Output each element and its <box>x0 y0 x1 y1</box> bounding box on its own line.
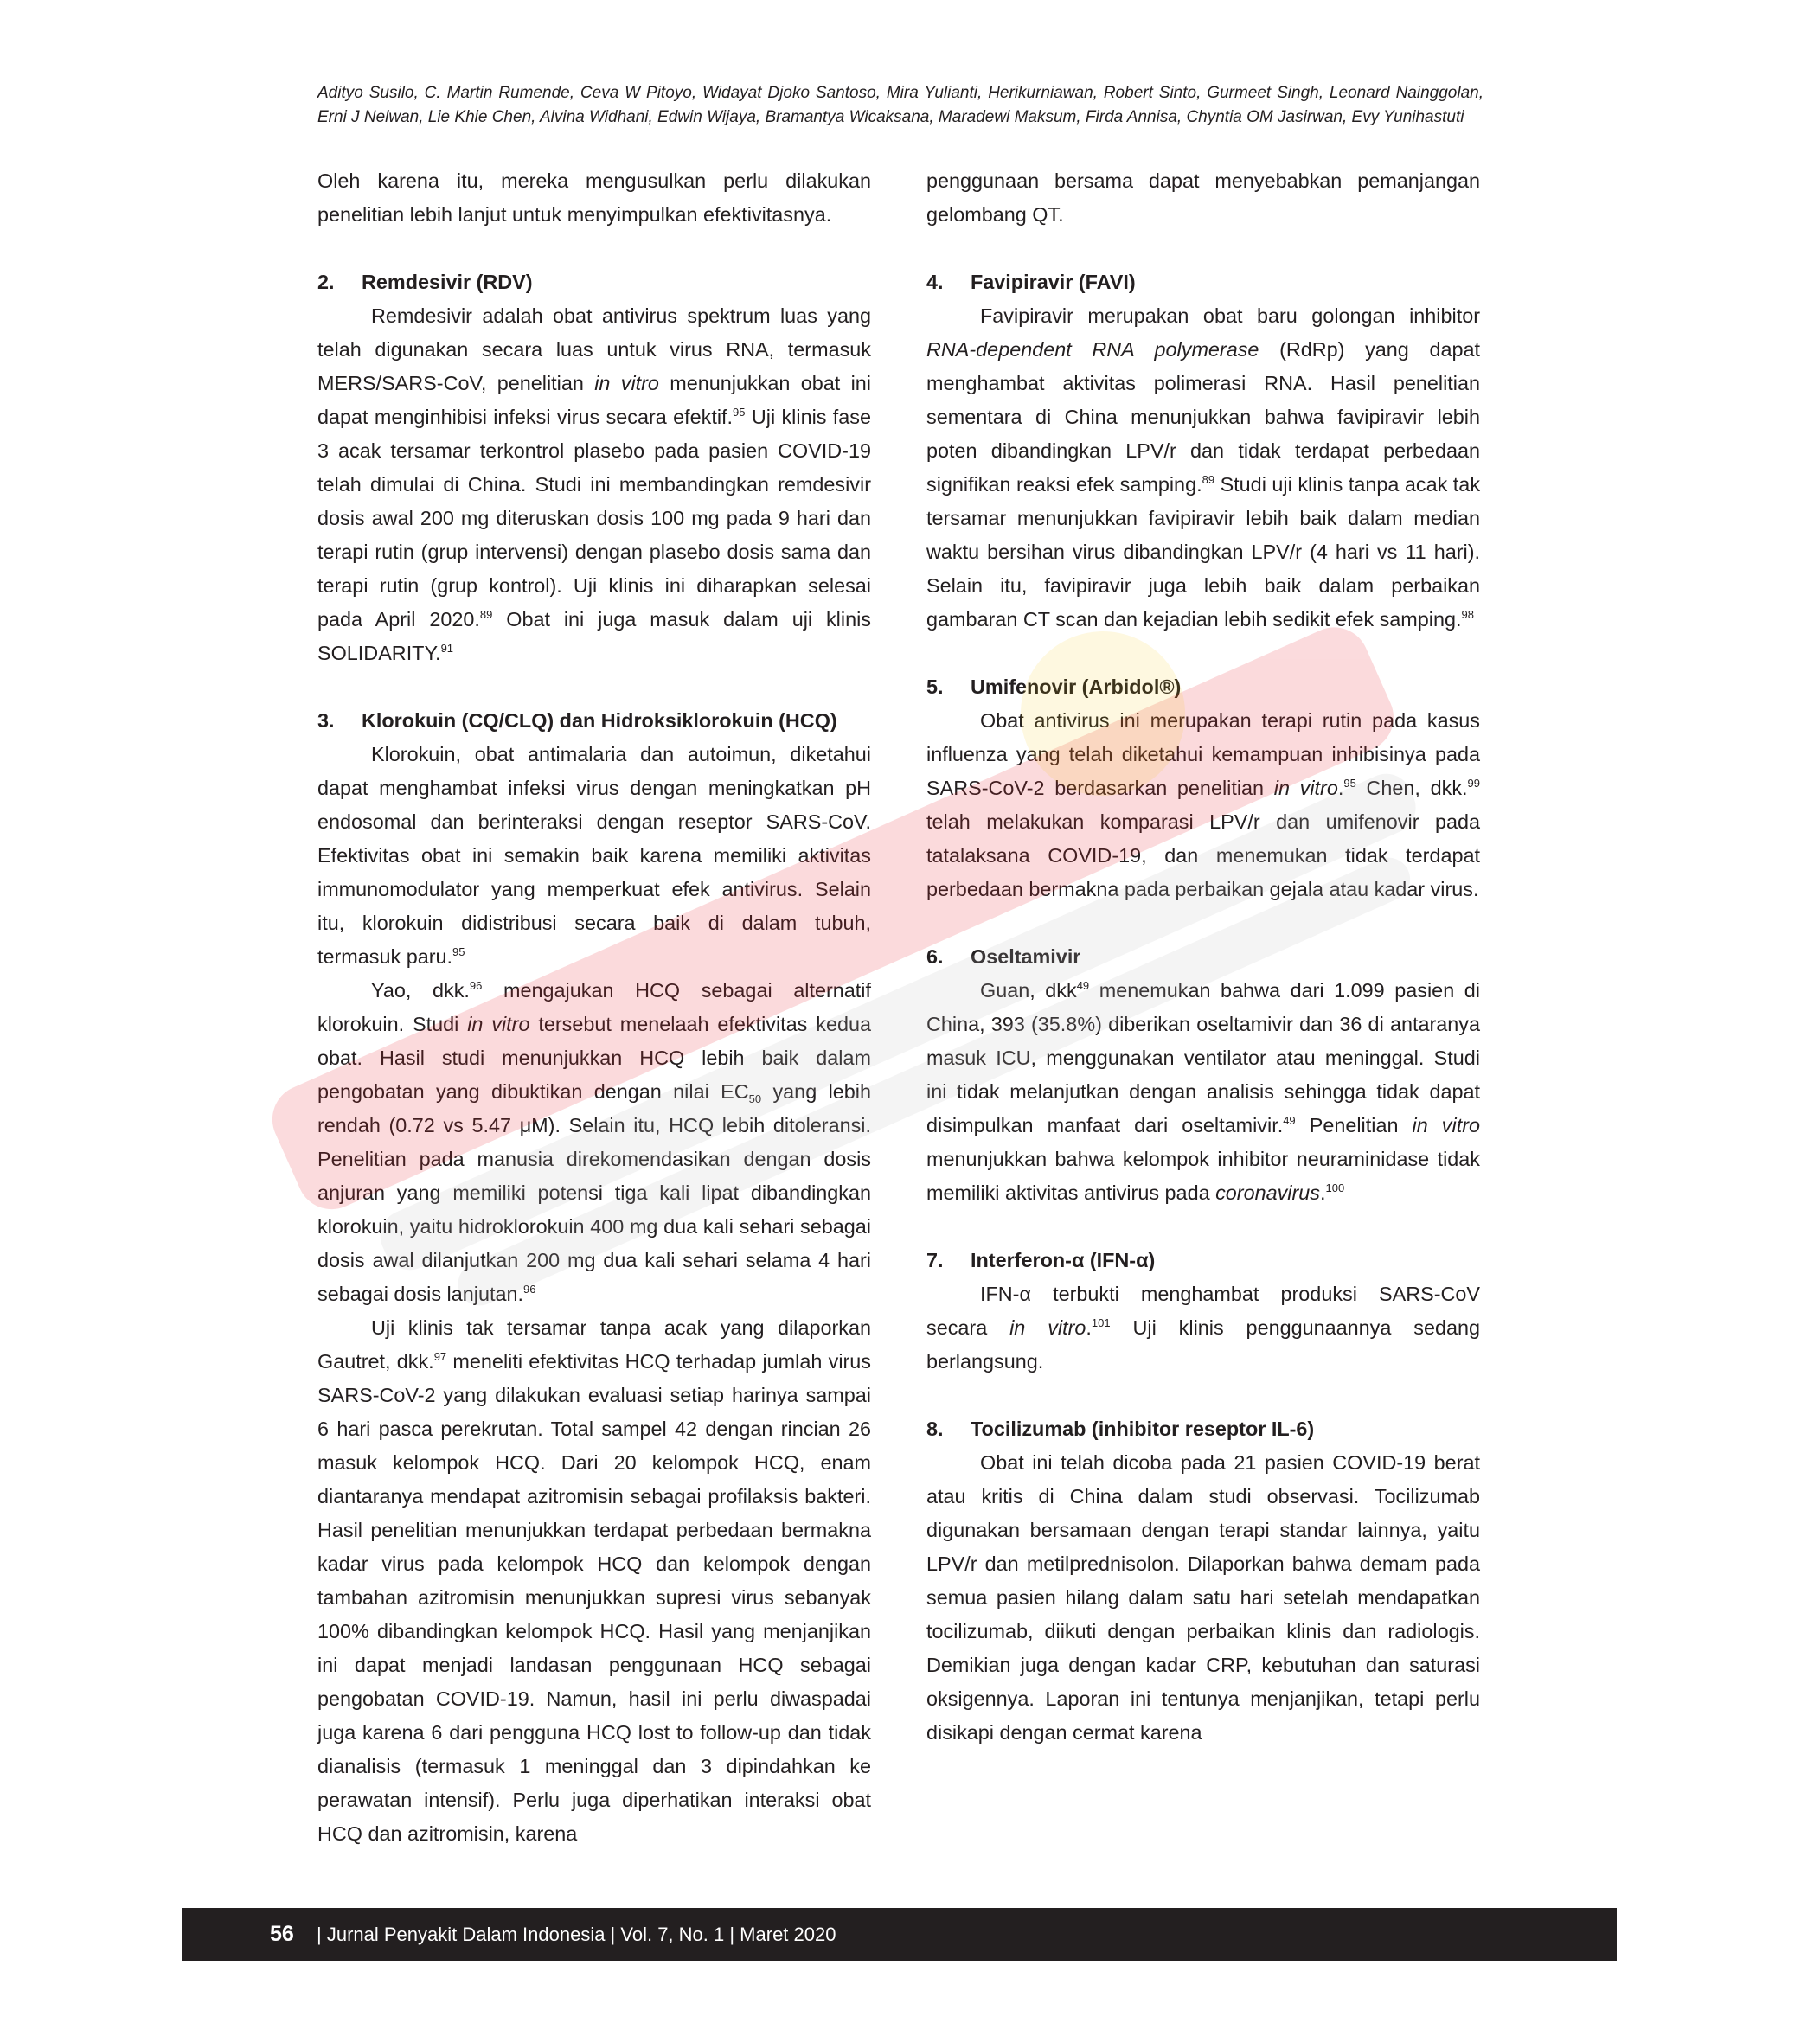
citation: 100 <box>1325 1181 1345 1194</box>
paragraph-interferon: IFN-α terbukti menghambat produksi SARS-CoV secara in vitro.$^{101}$ Uji klinis penggunaannya sedang berlangsung. <box>926 1283 1480 1373</box>
section-heading-klorokuin <box>317 704 871 738</box>
section-heading-remdesivir <box>317 266 871 299</box>
right-intro-paragraph: penggunaan bersama dapat menyebabkan pemanjangan gelombang QT. <box>926 170 1480 226</box>
journal-citation: | Jurnal Penyakit Dalam Indonesia | Vol. 7, No. 1 | Maret 2020 <box>317 1924 836 1945</box>
citation: 95 <box>733 406 746 419</box>
paragraph-klorokuin-2: Yao, dkk.$^{96}$ mengajukan HCQ sebagai alternatif klorokuin. Studi in vitro tersebut menelaah efektivitas kedua obat. Hasil studi menunjukkan HCQ lebih baik dalam pengobatan yang dibuktikan dengan nilai $EC_{50}$ yang lebih rendah (0.72 vs 5.47 μM). Selain itu, HCQ lebih ditoleransi. Penelitian pada manusia direkomendasikan dengan dosis anjuran yang memiliki potensi tiga kali lipat dibandingkan klorokuin, yaitu hidroklorokuin 400 mg dua kali sehari sebagai dosis awal dilanjutkan 200 mg dua kali sehari selama 4 hari sebagai dosis lanjutan.$^{96}$ <box>317 979 872 1305</box>
section-title: Favipiravir (FAVI) <box>971 271 1136 293</box>
citation: 98 <box>1461 608 1474 621</box>
citation: 99 <box>1467 777 1480 790</box>
citation: 101 <box>1091 1316 1111 1329</box>
paragraph-umifenovir: Obat antivirus ini merupakan terapi rutin pada kasus influenza yang telah diketahui kemampuan inhibisinya pada SARS-CoV-2 berdasarkan penelitian in vitro.$^{95}$ Chen, dkk.$^{99}$ telah melakukan komparasi LPV/r dan umifenovir pada tatalaksana COVID-19, dan menemukan tidak terdapat perbedaan bermakna pada perbaikan gejala atau kadar virus. <box>926 709 1480 900</box>
citation: 89 <box>1202 473 1215 486</box>
citation: 96 <box>522 1283 536 1296</box>
left-column <box>317 164 871 1851</box>
paragraph-oseltamivir: Guan, dkk$^{49}$ menemukan bahwa dari 1.099 pasien di China, 393 (35.8%) diberikan oseltamivir dan 36 di antaranya masuk ICU, menggunakan ventilator atau meninggal. Studi ini tidak melanjutkan dengan analisis sehingga tidak dapat disimpulkan manfaat dari oseltamivir.$^{49}$ Penelitian in vitro menunjukkan bahwa kelompok inhibitor neuraminidase tidak memiliki aktivitas antivirus pada coronavirus.$^{100}$ <box>926 979 1480 1204</box>
author-list: Adityo Susilo, C. Martin Rumende, Ceva W Pitoyo, Widayat Djoko Santoso, Mira Yulianti, Herikurniawan, Robert Sinto, Gurmeet Singh, Leonard Nainggolan, Erni J Nelwan, Lie Khie Chen, Alvina Widhani, Edwin Wijaya, Bramantya Wicaksana, Maradewi Maksum, Firda Annisa, Chyntia OM Jasirwan, Evy Yunihastuti <box>317 84 1484 126</box>
section-title: Umifenovir (Arbidol®) <box>971 675 1182 698</box>
section-title: Klorokuin (CQ/CLQ) dan Hidroksiklorokuin (HCQ) <box>362 709 837 732</box>
page-number: 56 <box>270 1922 294 1946</box>
right-column <box>926 164 1480 1750</box>
section-heading-oseltamivir <box>926 940 1480 974</box>
section-number: 8. <box>926 1418 944 1440</box>
citation: 49 <box>1283 1114 1296 1127</box>
citation: 95 <box>452 945 465 958</box>
citation: 95 <box>1343 777 1356 790</box>
paragraph-favipiravir: Favipiravir merupakan obat baru golongan inhibitor RNA-dependent RNA polymerase (RdRp) yang dapat menghambat aktivitas polimerasi RNA. Hasil penelitian sementara di China menunjukkan bahwa favipiravir lebih poten dibandingkan LPV/r dan tidak terdapat perbedaan signifikan reaksi efek samping.$^{89}$ Studi uji klinis tanpa acak tak tersamar menunjukkan favipiravir lebih baik dalam median waktu bersihan virus dibandingkan LPV/r (4 hari vs 11 hari). Selain itu, favipiravir juga lebih baik dalam perbaikan gambaran CT scan dan kejadian lebih sedikit efek samping.$^{98}$ <box>926 304 1481 631</box>
paragraph-tocilizumab: Obat ini telah dicoba pada 21 pasien COVID-19 berat atau kritis di China dalam studi observasi. Tocilizumab digunakan bersamaan dengan terapi standar lainnya, yaitu LPV/r dan metilprednisolon. Dilaporkan bahwa demam pada semua pasien hilang dalam satu hari setelah mendapatkan tocilizumab, diikuti dengan perbaikan klinis dan radiologis. Demikian juga dengan kadar CRP, kebutuhan dan saturasi oksigennya. Laporan ini tentunya menjanjikan, tetapi perlu disikapi dengan cermat karena <box>926 1451 1480 1744</box>
section-number: 7. <box>926 1249 944 1271</box>
paragraph-remdesivir: Remdesivir adalah obat antivirus spektrum luas yang telah digunakan secara luas untuk virus RNA, termasuk MERS/SARS-CoV, penelitian in vitro menunjukkan obat ini dapat menginhibisi infeksi virus secara efektif.$^{95}$ Uji klinis fase 3 acak tersamar terkontrol plasebo pada pasien COVID-19 telah dimulai di China. Studi ini membandingkan remdesivir dosis awal 200 mg diteruskan dosis 100 mg pada 9 hari dan terapi rutin (grup intervensi) dengan plasebo dosis sama dan terapi rutin (grup kontrol). Uji klinis ini diharapkan selesai pada April 2020.89 Obat ini juga masuk dalam uji klinis SOLIDARITY.$^{91}$ <box>317 304 872 664</box>
section-number: 6. <box>926 945 944 968</box>
paragraph-klorokuin-1: Klorokuin, obat antimalaria dan autoimun, diketahui dapat menghambat infeksi virus dengan meningkatkan pH endosomal dan berinteraksi dengan reseptor SARS-CoV. Efektivitas obat ini semakin baik karena memiliki aktivitas immunomodulator yang memperkuat efek antivirus. Selain itu, klorokuin didistribusi secara baik di dalam tubuh, termasuk paru.$^{95}$ <box>317 743 871 968</box>
section-title: Oseltamivir <box>971 945 1081 968</box>
citation: 91 <box>440 642 454 655</box>
section-title: Remdesivir (RDV) <box>362 271 533 293</box>
citation: 96 <box>469 979 483 992</box>
section-heading-favipiravir <box>926 266 1480 299</box>
section-title: Tocilizumab (inhibitor reseptor IL-6) <box>971 1418 1315 1440</box>
section-number: 3. <box>317 709 335 732</box>
citation: 49 <box>1076 979 1090 992</box>
left-intro-paragraph: Oleh karena itu, mereka mengusulkan perlu dilakukan penelitian lebih lanjut untuk menyimpulkan efektivitasnya. <box>317 170 871 226</box>
section-heading-interferon <box>926 1244 1480 1277</box>
citation: 97 <box>433 1350 447 1363</box>
section-title: Interferon-α (IFN-α) <box>971 1249 1156 1271</box>
section-number: 4. <box>926 271 944 293</box>
section-number: 5. <box>926 675 944 698</box>
section-number: 2. <box>317 271 335 293</box>
subscript: 50 <box>748 1092 762 1105</box>
section-heading-umifenovir <box>926 670 1480 704</box>
paragraph-klorokuin-3: Uji klinis tak tersamar tanpa acak yang dilaporkan Gautret, dkk.$^{97}$ meneliti efektivitas HCQ terhadap jumlah virus SARS-CoV-2 yang dilakukan evaluasi setiap harinya sampai 6 hari pasca perekrutan. Total sampel 42 dengan rincian 26 masuk kelompok HCQ. Dari 20 kelompok HCQ, enam diantaranya mendapat azitromisin sebagai profilaksis bakteri. Hasil penelitian menunjukkan terdapat perbedaan bermakna kadar virus pada kelompok HCQ dan kelompok dengan tambahan azitromisin menunjukkan supresi virus sebanyak 100% dibandingkan kelompok HCQ. Hasil yang menjanjikan ini dapat menjadi landasan penggunaan HCQ sebagai pengobatan COVID-19. Namun, hasil ini perlu diwaspadai juga karena 6 dari pengguna HCQ lost to follow-up dan tidak dianalisis (termasuk 1 meninggal dan 3 dipindahkan ke perawatan intensif). Perlu juga diperhatikan interaksi obat HCQ dan azitromisin, karena <box>317 1316 872 1845</box>
citation: 89 <box>479 608 493 621</box>
section-heading-tocilizumab <box>926 1412 1480 1446</box>
